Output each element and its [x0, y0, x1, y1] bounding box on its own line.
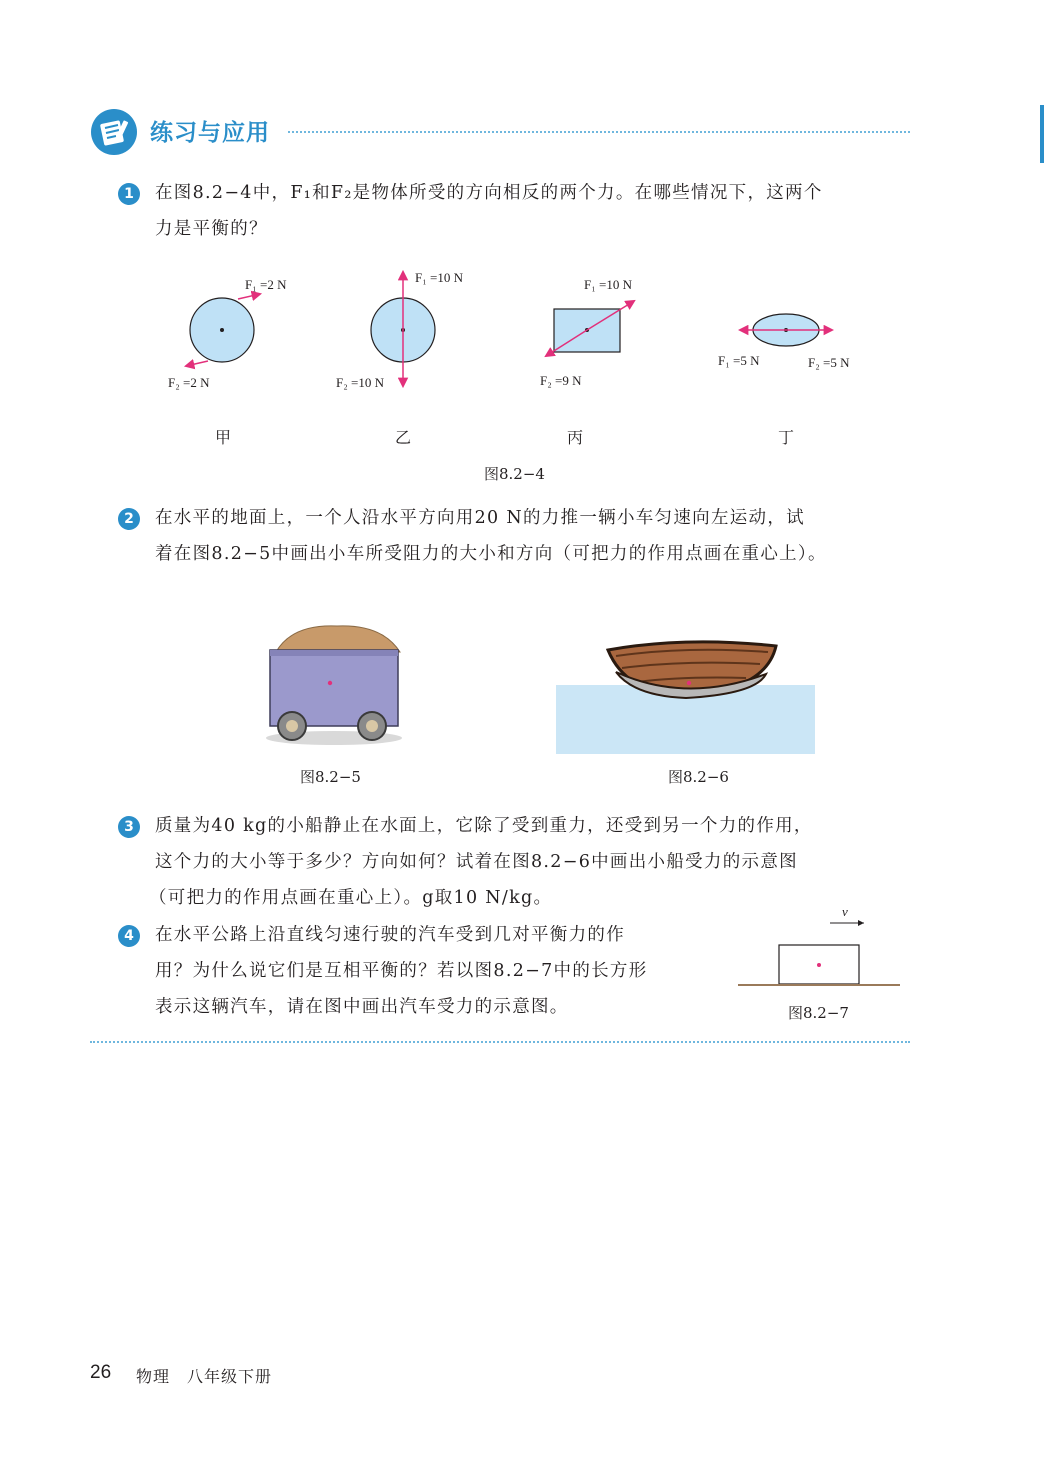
panel-label-yi: 乙 [395, 428, 412, 447]
figure-caption: 图8.2−4 [484, 465, 545, 483]
question-text: 在水平公路上沿直线匀速行驶的汽车受到几对平衡力的作 [155, 925, 625, 945]
question-text: 用？为什么说它们是互相平衡的？若以图8.2−7中的长方形 [155, 961, 648, 981]
panel-jia-shapes [186, 294, 260, 366]
question-number: 3 [118, 816, 140, 838]
force-label-f1: F₁ =2 N [245, 277, 287, 292]
question-text: 质量为40 kg的小船静止在水面上，它除了受到重力，还受到另一个力的作用， [155, 816, 813, 836]
question-number: 2 [118, 508, 140, 530]
panel-yi-shapes [371, 272, 435, 386]
question-text: 在水平的地面上，一个人沿水平方向用20 N的力推一辆小车匀速向左运动，试 [155, 508, 805, 528]
question-number: 1 [118, 183, 140, 205]
panel-label-bing: 丙 [567, 428, 584, 447]
panel-label-ding: 丁 [778, 428, 795, 447]
panel-label-jia: 甲 [215, 428, 232, 447]
book-title: 物理 八年级下册 [136, 1367, 273, 1386]
force-label-f1: F₁ =10 N [584, 277, 632, 292]
panel-bing-shapes [546, 301, 634, 356]
question-text: 这个力的大小等于多少？方向如何？试着在图8.2−6中画出小船受力的示意图 [155, 852, 798, 872]
car-rectangle-diagram [736, 905, 902, 990]
question-text: 着在图8.2−5中画出小车所受阻力的大小和方向（可把力的作用点画在重心上）。 [155, 544, 827, 564]
figure-caption: 图8.2−5 [300, 768, 361, 786]
force-label-f2: F₂ =5 N [808, 355, 850, 370]
header-divider [288, 131, 910, 133]
boat-illustration [556, 632, 816, 754]
velocity-label: v [842, 904, 848, 919]
question-text: 表示这辆汽车，请在图中画出汽车受力的示意图。 [155, 997, 569, 1017]
force-label-f1: F₁ =5 N [718, 353, 760, 368]
section-end-divider [90, 1041, 910, 1043]
question-text: （可把力的作用点画在重心上）。g取10 N/kg。 [149, 888, 553, 908]
question-text: 在图8.2−4中，F₁和F₂是物体所受的方向相反的两个力。在哪些情况下，这两个 [155, 183, 823, 203]
section-title: 练习与应用 [150, 120, 270, 146]
force-label-f2: F₂ =9 N [540, 373, 582, 388]
question-number: 4 [118, 925, 140, 947]
page-number: 26 [90, 1362, 112, 1383]
notebook-pencil-icon [90, 108, 138, 156]
question-text: 力是平衡的？ [155, 219, 268, 239]
side-tab-marker [1040, 105, 1044, 163]
force-label-f2: F₂ =10 N [336, 375, 384, 390]
figure-caption: 图8.2−7 [788, 1004, 849, 1022]
force-label-f1: F₁ =10 N [415, 270, 463, 285]
panel-ding-shapes [740, 314, 832, 346]
figure-caption: 图8.2−6 [668, 768, 729, 786]
force-label-f2: F₂ =2 N [168, 375, 210, 390]
cart-illustration [262, 614, 412, 749]
